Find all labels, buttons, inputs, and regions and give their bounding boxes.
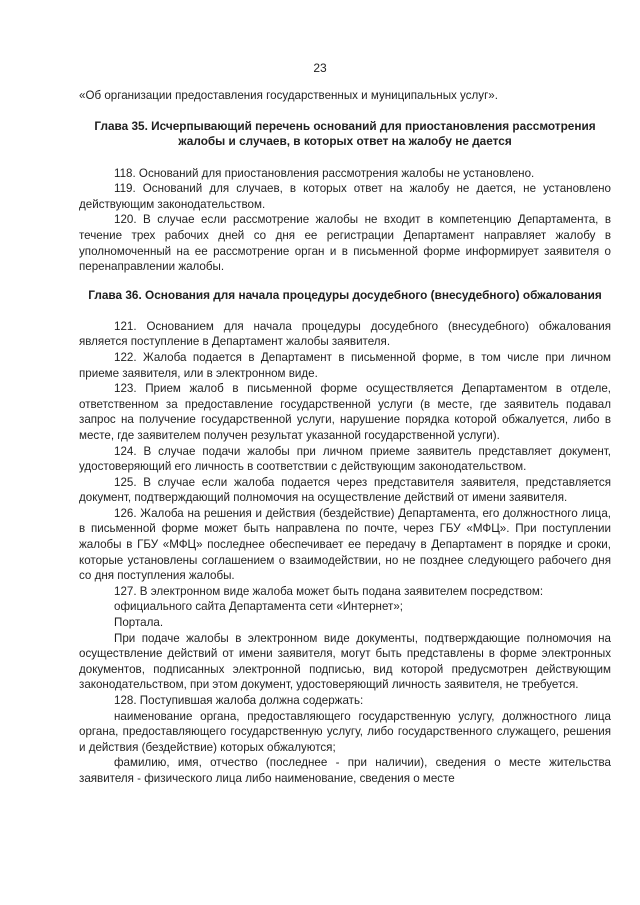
paragraph-127-item-website: официального сайта Департамента сети «Интернет»;: [114, 600, 403, 614]
paragraph-121: 121. Основанием для начала процедуры досудебного (внесудебного) обжалования является поступление в Департамент жалобы заявителя.: [79, 319, 611, 349]
page-content: [79, 88, 611, 787]
paragraph-119: 119. Оснований для случаев, в которых ответ на жалобу не дается, не установлено действующим законодательством.: [79, 182, 611, 211]
chapter-35-heading: Глава 35. Исчерпывающий перечень оснований для приостановления рассмотрения жалобы и случаев, в которых ответ на жалобу не дается: [94, 118, 596, 148]
paragraph-127: 127. В электронном виде жалоба может быть подана заявителем посредством:: [114, 584, 544, 598]
paragraph-128-item-applicant: фамилию, имя, отчество (последнее - при наличии), сведения о месте жительства заявителя - физического лица либо наименование, сведения о месте: [79, 756, 611, 785]
chapter-36-heading: Глава 36. Основания для начала процедуры досудебного (внесудебного) обжалования: [88, 287, 602, 302]
paragraph-125: 125. В случае если жалоба подается через представителя заявителя, представляется документ, подтверждающий полномочия на осуществление действий от имени заявителя.: [79, 475, 611, 505]
page-number: 23: [313, 61, 327, 75]
paragraph-126: 126. Жалоба на решения и действия (бездействие) Департамента, его должностного лица, в письменной форме может быть направлена по почте, через ГБУ «МФЦ». При поступлении жалобы в ГБУ «МФЦ» последнее обеспечивает ее передачу в Департамент в порядке и сроки, которые установлены соглашением о взаимодействии, но не позднее следующего рабочего дня со дня поступления жалобы.: [79, 506, 611, 583]
paragraph-electronic-submission: При подаче жалобы в электронном виде документы, подтверждающие полномочия на осуществление действий от имени заявителя, могут быть представлены в форме электронных документов, подписанных электронной подписью, вид которой предусмотрен действующим законодательством, при этом документ, удостоверяющий личность заявителя, не требуется.: [79, 631, 611, 692]
paragraph-128: 128. Поступившая жалоба должна содержать:: [114, 694, 364, 707]
paragraph-127-item-portal: Портала.: [114, 616, 164, 630]
paragraph-124: 124. В случае подачи жалобы при личном приеме заявитель представляет документ, удостоверяющий его личность в соответствии с действующим законодательством.: [79, 444, 611, 474]
paragraph-120: 120. В случае если рассмотрение жалобы не входит в компетенцию Департамента, в течение трех рабочих дней со дня ее регистрации Департамент направляет жалобу в уполномоченный на ее рассмотрение орган и в письменной форме информирует заявителя о перенаправлении жалобы.: [79, 213, 611, 274]
paragraph-128-item-body: наименование органа, предоставляющего государственную услугу, должностного лица органа, предоставляющего государственную услугу, либо государственного служащего, решения и действия (бездействие) которых обжалуются;: [79, 709, 611, 754]
paragraph-122: 122. Жалоба подается в Департамент в письменной форме, в том числе при личном приеме заявителя, или в электронном виде.: [79, 350, 611, 380]
paragraph-123: 123. Прием жалоб в письменной форме осуществляется Департаментом в отделе, ответственном за предоставление государственной услуги (в месте, где заявитель подавал запрос на получение государственной услуги, нарушение порядка которой обжалуется, либо в месте, где заявителем получен результат указанной государственной услуги).: [79, 382, 611, 442]
intro-line: «Об организации предоставления государственных и муниципальных услуг».: [79, 89, 498, 102]
paragraph-118: 118. Оснований для приостановления рассмотрения жалобы не установлено.: [114, 166, 535, 180]
